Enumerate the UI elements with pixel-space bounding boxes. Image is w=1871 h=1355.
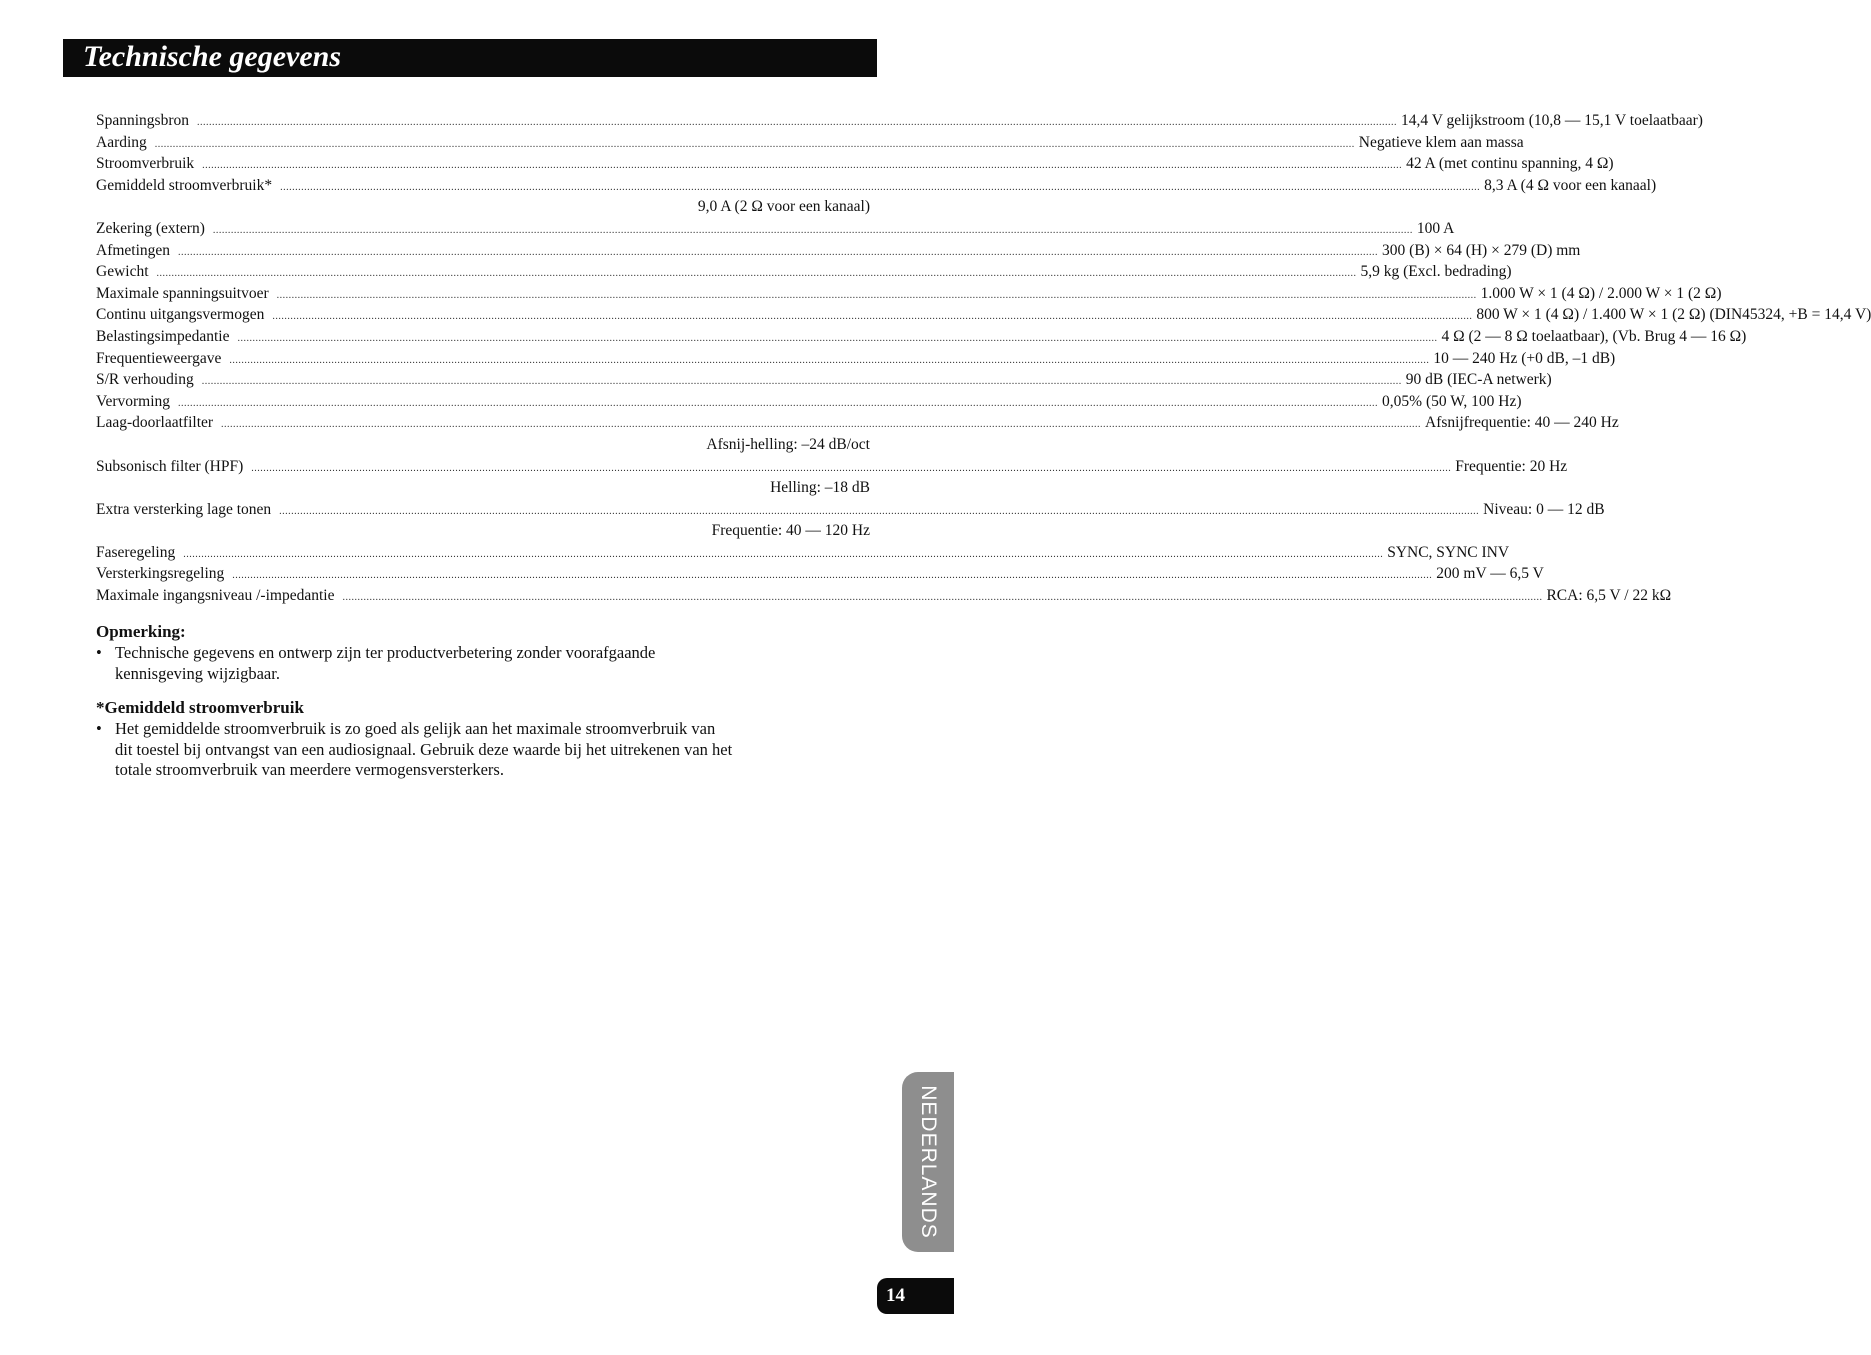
spec-value: 0,05% (50 W, 100 Hz): [1382, 392, 1522, 410]
spec-label: Aarding: [96, 133, 147, 151]
spec-row: [96, 132, 1524, 154]
spec-row: [96, 391, 1522, 413]
spec-label: Maximale spanningsuitvoer: [96, 284, 269, 302]
spec-value-continuation: Frequentie: 40 — 120 Hz: [711, 522, 870, 540]
spec-label: Subsonisch filter (HPF): [96, 457, 244, 475]
spec-label: Frequentieweergave: [96, 349, 222, 367]
spec-value: 4 Ω (2 — 8 Ω toelaatbaar), (Vb. Brug 4 — 16 Ω): [1441, 327, 1747, 345]
spec-row: [96, 304, 1871, 326]
spec-row: [96, 348, 1616, 370]
spec-label: Versterkingsregeling: [96, 565, 225, 583]
dot-leader: ................................................................................................................................................................................................................................................................................................................................................................................................................: [197, 117, 1397, 128]
spec-value: 5,9 kg (Excl. bedrading): [1360, 263, 1512, 281]
spec-list: [96, 110, 1871, 607]
spec-label: Afmetingen: [96, 241, 171, 259]
spec-value-continuation: Afsnij-helling: –24 dB/oct: [706, 435, 870, 453]
spec-label: Gewicht: [96, 263, 149, 281]
spec-value: Negatieve klem aan massa: [1358, 133, 1524, 151]
spec-label: Faseregeling: [96, 543, 176, 561]
spec-label: Extra versterking lage tonen: [96, 500, 272, 518]
note-heading: Opmerking:: [96, 622, 186, 641]
dot-leader: ................................................................................................................................................................................................................................................................................................................................................................................................................: [201, 376, 1402, 388]
spec-value: 14,4 V gelijkstroom (10,8 — 15,1 V toelaatbaar): [1401, 112, 1703, 129]
dot-leader: ................................................................................................................................................................................................................................................................................................................................................................................................................: [279, 505, 1480, 517]
title-bar: [63, 39, 877, 77]
dot-leader: ................................................................................................................................................................................................................................................................................................................................................................................................................: [342, 592, 1543, 604]
dot-leader: ................................................................................................................................................................................................................................................................................................................................................................................................................: [178, 397, 1379, 409]
dot-leader: ................................................................................................................................................................................................................................................................................................................................................................................................................: [154, 138, 1355, 150]
spec-label: S/R verhouding: [96, 371, 194, 389]
dot-leader: ................................................................................................................................................................................................................................................................................................................................................................................................................: [156, 268, 1357, 280]
spec-label: Vervorming: [96, 392, 171, 410]
spec-row: [96, 283, 1722, 305]
spec-label: Spanningsbron: [96, 112, 189, 129]
spec-row: [96, 456, 1568, 478]
spec-label: Gemiddeld stroomverbruik*: [96, 176, 273, 194]
spec-row: [96, 261, 1512, 283]
page-number: 14: [886, 1285, 905, 1306]
spec-value: RCA: 6,5 V / 22 kΩ: [1546, 587, 1672, 605]
note-list-item: [96, 643, 736, 684]
note-text: Het gemiddelde stroomverbruik is zo goed als gelijk aan het maximale stroomverbruik van dit toestel bij ontvangst van een audiosignaal. Gebruik deze waarde bij het uitrekenen van het totale stroomverbruik van meerdere vermogensversterkers.: [115, 719, 733, 779]
bullet-icon: •: [96, 643, 102, 662]
dot-leader: ................................................................................................................................................................................................................................................................................................................................................................................................................: [221, 419, 1422, 431]
dot-leader: ................................................................................................................................................................................................................................................................................................................................................................................................................: [229, 354, 1430, 366]
note-text: Technische gegevens en ontwerp zijn ter productverbetering zonder voorafgaande kennisgeving wijzigbaar.: [115, 643, 656, 683]
spec-row: [96, 369, 1552, 391]
dot-leader: ................................................................................................................................................................................................................................................................................................................................................................................................................: [183, 548, 1384, 560]
page-title: Technische gegevens: [83, 40, 342, 73]
language-tab: [902, 1072, 954, 1252]
spec-value: 90 dB (IEC-A netwerk): [1405, 371, 1552, 389]
spec-value: 8,3 A (4 Ω voor een kanaal): [1484, 176, 1657, 194]
spec-value: 100 A: [1416, 219, 1455, 237]
spec-row: [96, 326, 1747, 348]
spec-value: 200 mV — 6,5 V: [1436, 565, 1544, 583]
spec-row: [96, 240, 1581, 262]
spec-value: Frequentie: 20 Hz: [1455, 457, 1568, 475]
dot-leader: ................................................................................................................................................................................................................................................................................................................................................................................................................: [272, 311, 1473, 323]
dot-leader: ................................................................................................................................................................................................................................................................................................................................................................................................................: [276, 289, 1477, 301]
spec-row: [96, 218, 1455, 240]
spec-label: Stroomverbruik: [96, 155, 195, 173]
spec-row: [96, 499, 1605, 521]
spec-row: [96, 110, 1703, 132]
spec-value: Niveau: 0 — 12 dB: [1483, 500, 1605, 518]
spec-row: [96, 542, 1510, 564]
dot-leader: ................................................................................................................................................................................................................................................................................................................................................................................................................: [202, 160, 1403, 172]
spec-label: Maximale ingangsniveau /-impedantie: [96, 587, 335, 605]
bullet-icon: •: [96, 719, 102, 738]
spec-label: Continu uitgangsvermogen: [96, 306, 265, 324]
dot-leader: ................................................................................................................................................................................................................................................................................................................................................................................................................: [237, 332, 1438, 344]
spec-row: [96, 412, 1619, 434]
spec-label: Zekering (extern): [96, 219, 205, 237]
spec-value: 300 (B) × 64 (H) × 279 (D) mm: [1382, 241, 1581, 259]
dot-leader: ................................................................................................................................................................................................................................................................................................................................................................................................................: [178, 246, 1379, 258]
spec-row: [96, 175, 1657, 197]
spec-row: [96, 585, 1672, 607]
note-heading: *Gemiddeld stroomverbruik: [96, 698, 304, 717]
spec-value-continuation: Helling: –18 dB: [770, 479, 870, 497]
spec-value: Afsnijfrequentie: 40 — 240 Hz: [1425, 414, 1619, 432]
dot-leader: ................................................................................................................................................................................................................................................................................................................................................................................................................: [212, 224, 1413, 236]
spec-label: Laag-doorlaatfilter: [96, 414, 214, 432]
spec-value: 1.000 W × 1 (4 Ω) / 2.000 W × 1 (2 Ω): [1480, 284, 1722, 302]
spec-row: [96, 563, 1544, 585]
spec-value-continuation: 9,0 A (2 Ω voor een kanaal): [697, 198, 870, 216]
dot-leader: ................................................................................................................................................................................................................................................................................................................................................................................................................: [232, 570, 1433, 582]
dot-leader: ................................................................................................................................................................................................................................................................................................................................................................................................................: [251, 462, 1452, 474]
spec-value: 42 A (met continu spanning, 4 Ω): [1406, 155, 1614, 173]
dot-leader: ................................................................................................................................................................................................................................................................................................................................................................................................................: [280, 181, 1481, 193]
spec-row: [96, 153, 1614, 175]
spec-value: SYNC, SYNC INV: [1387, 543, 1510, 561]
spec-value: 10 — 240 Hz (+0 dB, –1 dB): [1433, 349, 1616, 367]
note-block-average-consumption: [96, 697, 736, 781]
note-list-item: [96, 719, 736, 781]
language-label: NEDERLANDS: [917, 1085, 940, 1239]
page-number-tab: [877, 1278, 954, 1314]
spec-value: 800 W × 1 (4 Ω) / 1.400 W × 1 (2 Ω) (DIN45324, +B = 14,4 V): [1476, 306, 1871, 324]
note-block-remark: [96, 621, 736, 684]
spec-label: Belastingsimpedantie: [96, 327, 230, 345]
